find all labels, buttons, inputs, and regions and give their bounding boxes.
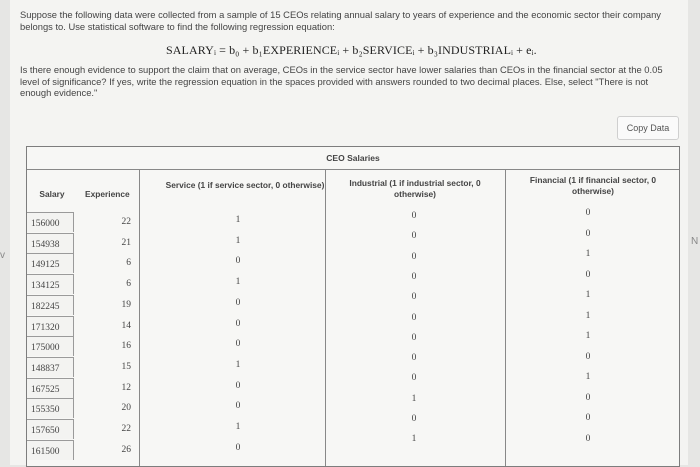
table-caption: CEO Salaries [326,153,380,163]
question-text: Is there enough evidence to support the claim that on average, CEOs in the service sector have lower salaries than CEOs in the financial sector at the 0.05 level of significance? If yes, write the regression equation in the spaces provided with answers rounded to two decimal places. Else, select "There is not enough evidence." [20,64,663,98]
experience-cell: 12 [121,382,131,393]
financial-cell: 1 [585,249,591,259]
salary-cell: 154938 [31,239,60,250]
financial-cell: 0 [585,392,591,403]
experience-cell: 6 [126,279,131,290]
ceo-salaries-table [26,146,680,467]
industrial-cell: 0 [411,271,417,282]
header-salary: Salary [39,189,65,199]
header-industrial: Industrial (1 if industrial sector, 0 otherwise) [349,178,481,199]
financial-cell: 0 [585,208,591,218]
service-cell: 0 [235,401,241,412]
financial-cell: 0 [585,269,591,280]
financial-cell: 0 [585,433,591,444]
service-cell: 0 [235,297,241,308]
salary-cell: 161500 [31,446,60,457]
service-cell: 0 [235,256,241,267]
industrial-cell: 0 [411,414,417,424]
experience-cell: 6 [126,258,131,269]
industrial-cell: 0 [411,292,417,303]
financial-cell: 1 [585,331,591,341]
industrial-cell: 1 [411,434,417,445]
industrial-cell: 0 [411,332,417,343]
industrial-cell: 0 [411,312,417,323]
financial-cell: 1 [585,310,591,321]
experience-cell: 19 [121,299,131,310]
industrial-cell: 0 [411,231,417,242]
experience-cell: 22 [121,217,131,227]
service-cell: 0 [235,442,241,453]
salary-cell: 156000 [31,219,60,229]
industrial-cell: 0 [411,251,417,262]
experience-cell: 15 [121,361,131,372]
industrial-cell: 0 [411,373,417,384]
financial-cell: 1 [585,372,591,382]
experience-cell: 26 [121,444,131,455]
experience-cell: 21 [121,237,131,248]
service-cell: 0 [235,380,241,391]
regression-equation: SALARYᵢ = b₀ + b₁EXPERIENCEᵢ + b₂SERVICEᵢ + b₃INDUSTRIALᵢ + eᵢ. [166,43,537,57]
salary-cell: 149125 [31,260,60,271]
service-cell: 1 [235,215,241,225]
service-cell: 1 [235,359,241,370]
service-cell: 0 [235,339,241,350]
salary-cell: 134125 [31,281,60,292]
financial-cell: 0 [585,413,591,423]
header-financial: Financial (1 if financial sector, 0 otherwise) [529,175,657,196]
financial-cell: 0 [585,228,591,239]
service-cell: 1 [235,277,241,288]
salary-cell: 175000 [31,343,60,354]
left-edge-glyph: v [0,250,5,261]
salary-cell: 167525 [31,384,60,395]
header-service: Service (1 if service sector, 0 otherwise) [165,180,325,190]
service-cell: 0 [235,318,241,329]
experience-cell: 20 [121,403,131,414]
experience-cell: 16 [121,341,131,352]
salary-cell: 157650 [31,426,60,436]
experience-cell: 14 [121,320,131,331]
problem-text: Suppose the following data were collected from a sample of 15 CEOs relating annual salary to years of experience and the economic sector their company belongs to. Use statistical software to find the following regression equation: [20,9,661,32]
industrial-cell: 1 [411,393,417,404]
salary-cell: 171320 [31,322,60,333]
financial-cell: 0 [585,351,591,362]
financial-cell: 1 [585,290,591,300]
salary-cell: 155350 [31,405,60,416]
header-experience: Experience [85,189,130,199]
experience-cell: 22 [121,424,131,434]
right-edge-glyph: N [691,236,699,247]
copy-data-button[interactable]: Copy Data [617,116,679,140]
question-page [10,0,688,465]
service-cell: 1 [235,235,241,246]
salary-cell: 148837 [31,363,60,374]
industrial-cell: 0 [411,353,417,364]
industrial-cell: 0 [411,211,417,221]
salary-cell: 182245 [31,301,60,312]
service-cell: 1 [235,422,241,432]
